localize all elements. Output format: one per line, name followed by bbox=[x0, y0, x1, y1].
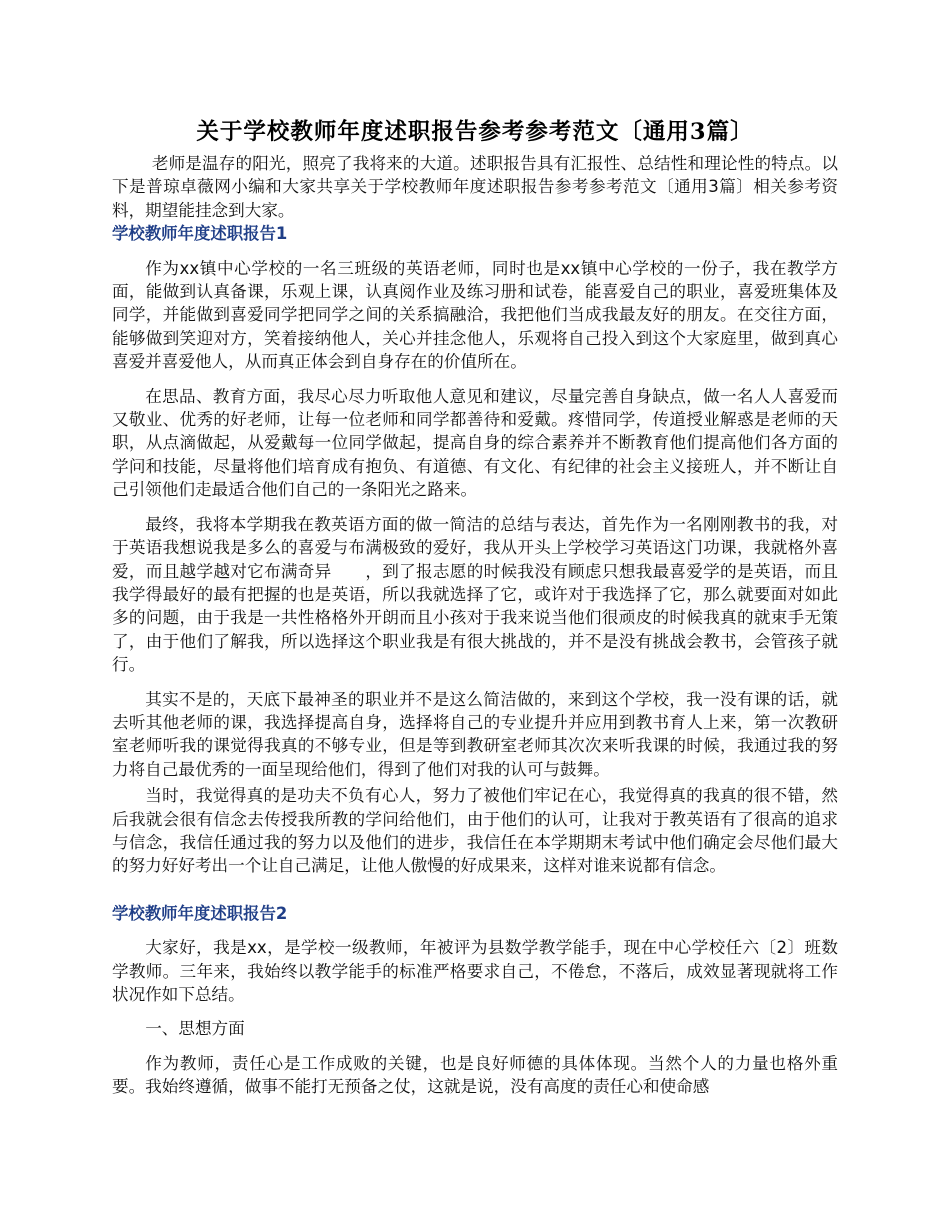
intro-paragraph: 老师是温存的阳光，照亮了我将来的大道。述职报告具有汇报性、总结性和理论性的特点。以下是普琼卓薇网小编和大家共享关于学校教师年度述职报告参考参考范文〔通用3篇〕相关参考资料，期望能挂念到大家。 bbox=[112, 154, 838, 220]
report-2-paragraph-1: 大家好，我是xx，是学校一级教师，年被评为县数学教学能手，现在中心学校任六〔2〕班数学教师。三年来，我始终以教学能手的标准严格要求自己，不倦怠，不落后，成效显著现就将工作状况作如下总结。 bbox=[112, 938, 838, 1004]
report-1-paragraph-4: 其实不是的，天底下最神圣的职业并不是这么简洁做的，来到这个学校，我一没有课的话，就去听其他老师的课，我选择提高自身，选择将自己的专业提升并应用到教书育人上来，第一次教研室老师听我的课觉得我真的不够专业，但是等到教研室老师其次次来听我课的时候，我通过我的努力将自己最优秀的一面呈现给他们，得到了他们对我的认可与鼓舞。 bbox=[112, 689, 838, 779]
document-title: 关于学校教师年度述职报告参考参考范文〔通用3篇〕 bbox=[196, 119, 754, 145]
report-1-paragraph-1: 作为xx镇中心学校的一名三班级的英语老师，同时也是xx镇中心学校的一份子，我在教学方面，能做到认真备课，乐观上课，认真阅作业及练习册和试卷，能喜爱自己的职业，喜爱班集体及同学，并能做到喜爱同学把同学之间的关系搞融洽，我把他们当成我最友好的朋友。在交往方面，能够做到笑迎对方，笑着接纳他人，关心并挂念他人，乐观将自己投入到这个大家庭里，做到真心喜爱并喜爱他人，从而真正体会到自身存在的价值所在。 bbox=[112, 258, 838, 372]
report-2-section-heading: 一、思想方面 bbox=[145, 1019, 245, 1039]
report-1-heading: 学校教师年度述职报告1 bbox=[112, 224, 288, 244]
report-1-paragraph-3: 最终，我将本学期我在教英语方面的做一简洁的总结与表达，首先作为一名刚刚教书的我，对于英语我想说我是多么的喜爱与布满极致的爱好，我从开头上学校学习英语这门功课，我就格外喜爱，而且越学越对它布满奇异 ，到了报志愿的时候我没有顾虑只想我最喜爱学的是英语，而且我学得最好的最有把握的也是英语，所以我就选择了它，或许对于我选择了它，那么就要面对如此多的问题，由于我是一共性格格外开朗而且小孩对于我来说当他们很顽皮的时候我真的就束手无策了，由于他们了解我，所以选择这个职业我是有很大挑战的，并不是没有挑战会教书，会管孩子就行。 bbox=[112, 514, 838, 675]
report-2-paragraph-2: 作为教师，责任心是工作成败的关键，也是良好师德的具体体现。当然个人的力量也格外重要。我始终遵循，做事不能打无预备之仗，这就是说，没有高度的责任心和使命感 bbox=[112, 1053, 838, 1097]
report-1-paragraph-2: 在思品、教育方面，我尽心尽力听取他人意见和建议，尽量完善自身缺点，做一名人人喜爱而又敬业、优秀的好老师，让每一位老师和同学都善待和爱戴。疼惜同学，传道授业解惑是老师的天职，从点滴做起，从爱戴每一位同学做起，提高自身的综合素养并不断教育他们提高他们各方面的学问和技能，尽量将他们培育成有抱负、有道德、有文化、有纪律的社会主义接班人，并不断让自己引领他们走最适合他们自己的一条阳光之路来。 bbox=[112, 386, 838, 500]
report-2-heading: 学校教师年度述职报告2 bbox=[112, 903, 288, 923]
report-1-paragraph-5: 当时，我觉得真的是功夫不负有心人，努力了被他们牢记在心，我觉得真的我真的很不错，然后我就会很有信念去传授我所教的学问给他们，由于他们的认可，让我对于教英语有了很高的追求与信念，我信任通过我的努力以及他们的进步，我信任在本学期期末考试中他们确定会尽他们最大的努力好好考出一个让自己满足，让他人傲慢的好成果来，这样对谁来说都有信念。 bbox=[112, 786, 838, 876]
